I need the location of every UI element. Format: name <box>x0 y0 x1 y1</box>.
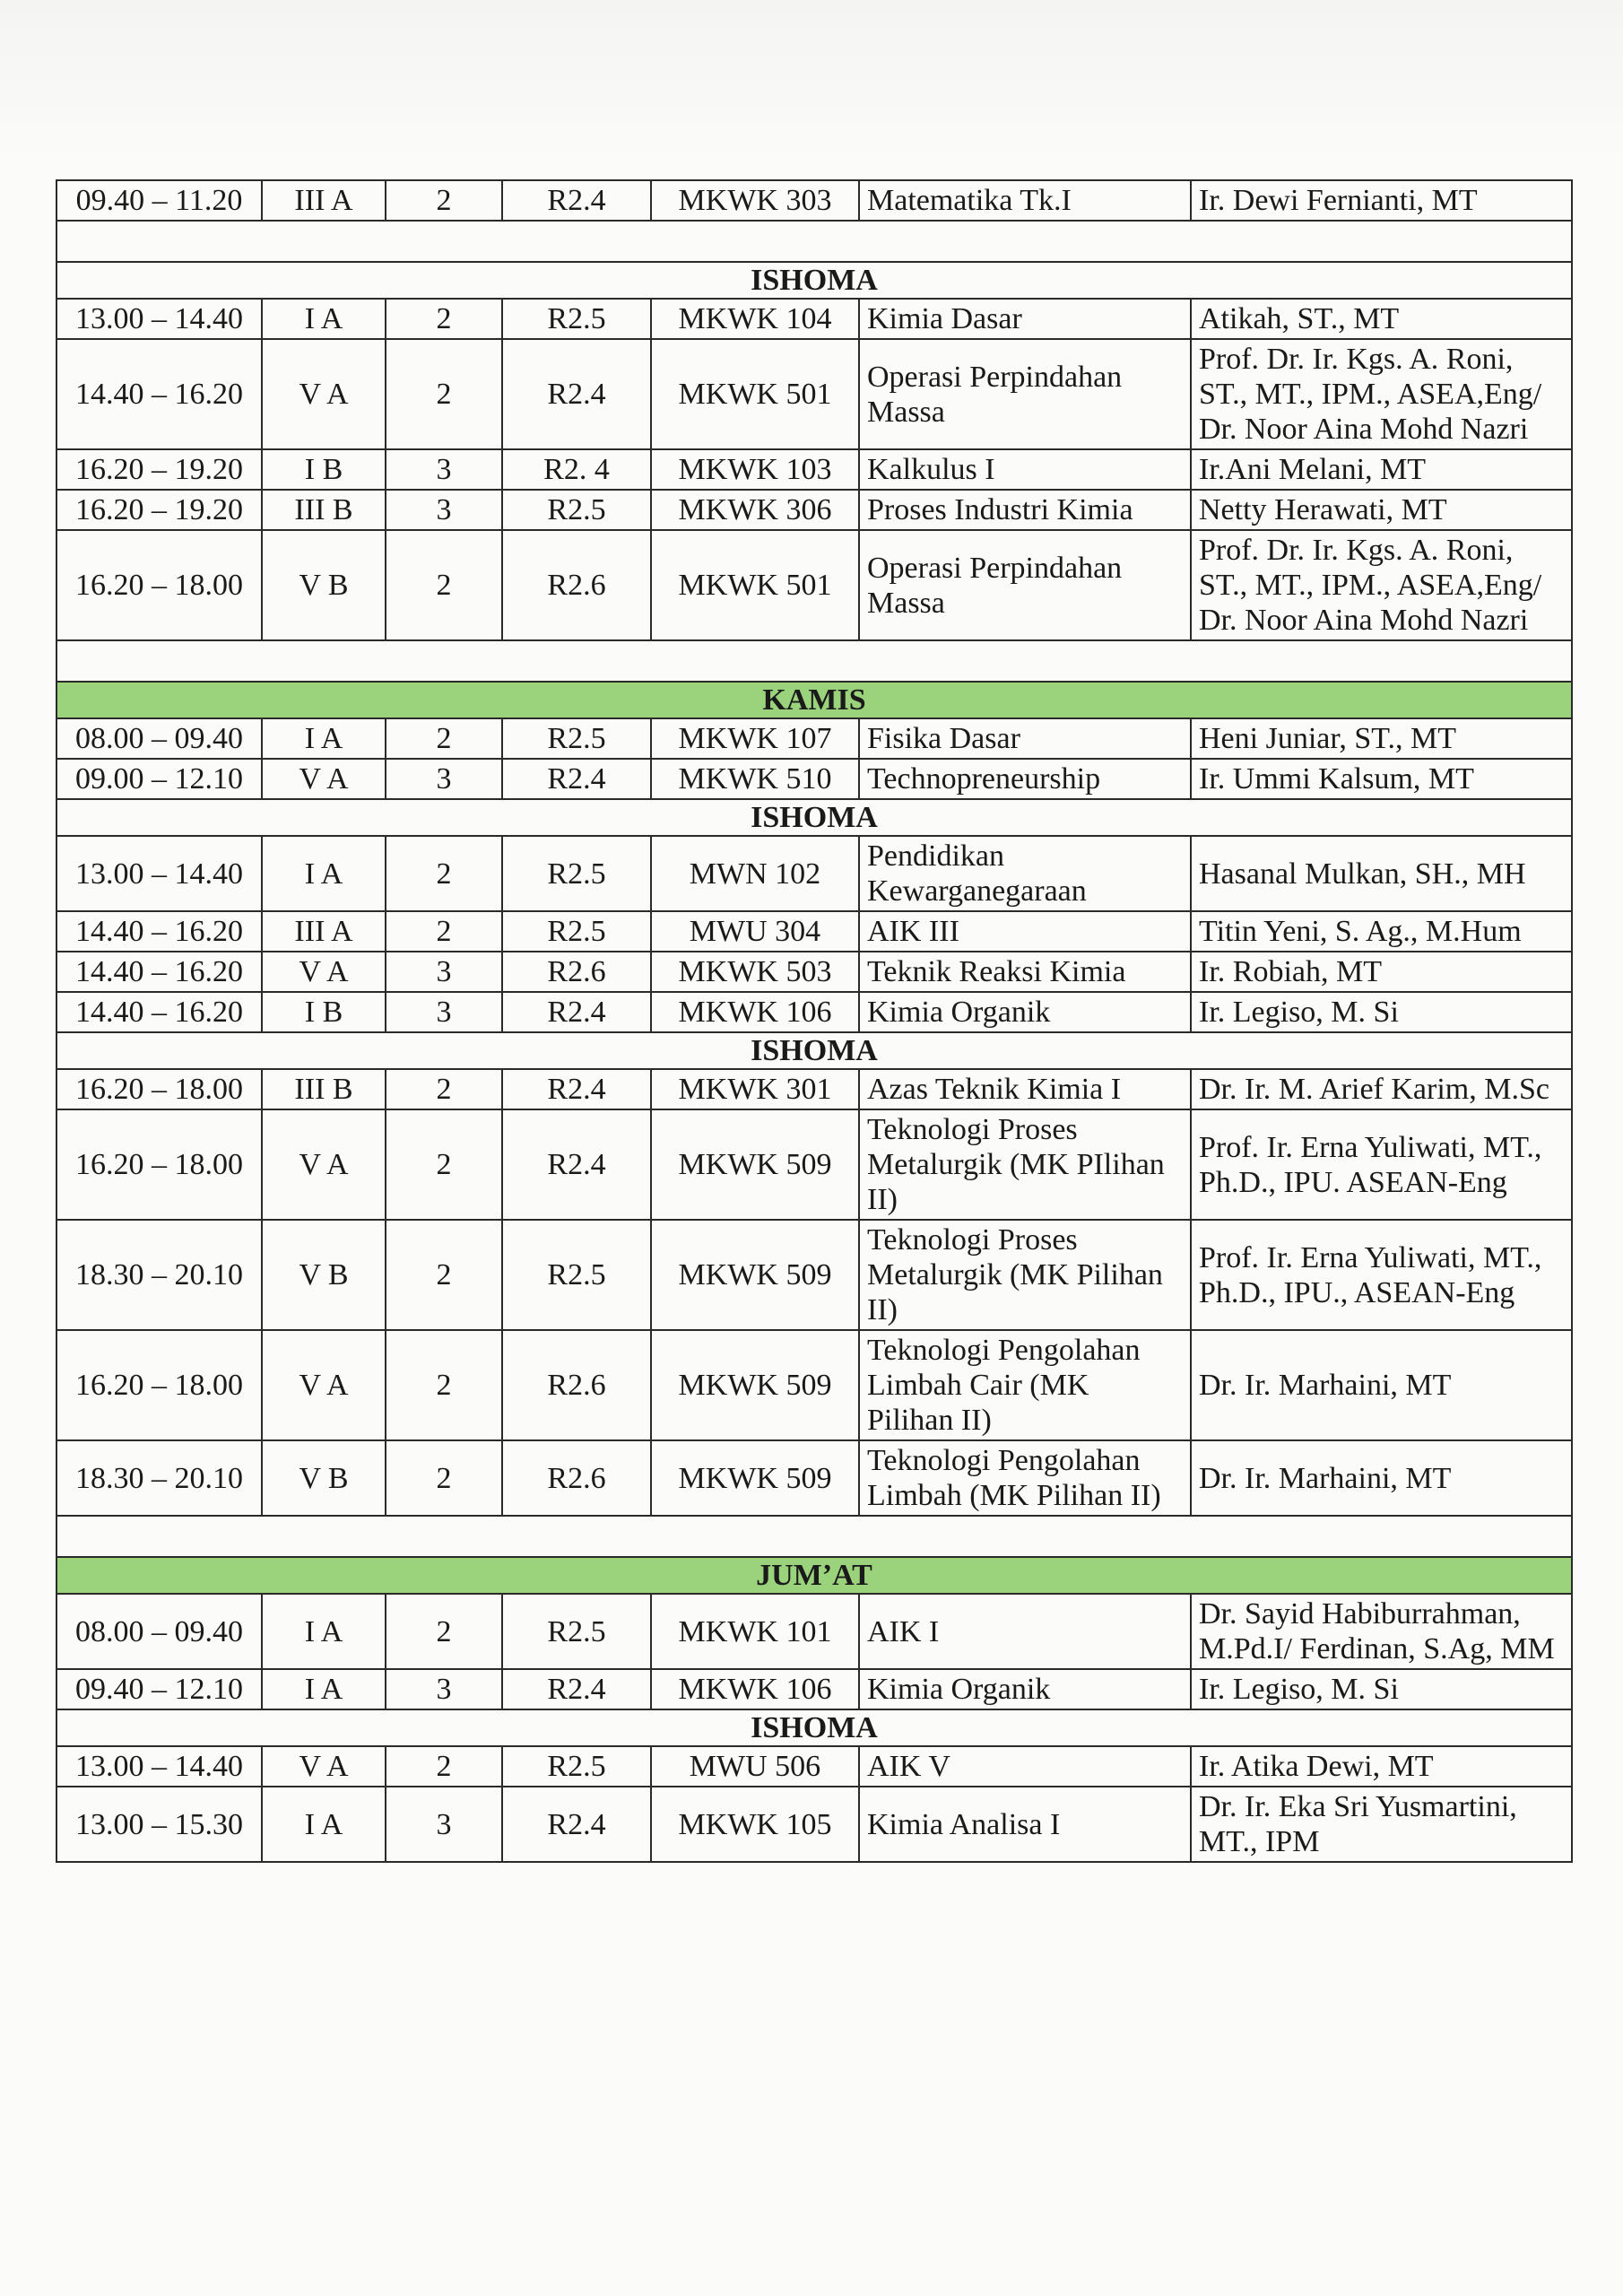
room-cell: R2.4 <box>502 1109 651 1220</box>
sks-cell: 3 <box>386 992 502 1032</box>
course-name-cell: Proses Industri Kimia <box>859 490 1191 530</box>
sks-cell: 2 <box>386 1440 502 1516</box>
sks-cell: 2 <box>386 299 502 339</box>
time-cell: 14.40 – 16.20 <box>56 911 262 952</box>
time-cell: 14.40 – 16.20 <box>56 339 262 449</box>
time-cell: 14.40 – 16.20 <box>56 992 262 1032</box>
sks-cell: 2 <box>386 1594 502 1669</box>
sks-cell: 2 <box>386 911 502 952</box>
time-cell: 16.20 – 18.00 <box>56 1330 262 1440</box>
sks-cell: 3 <box>386 1669 502 1709</box>
room-cell: R2.4 <box>502 339 651 449</box>
course-code-cell: MKWK 501 <box>651 530 859 640</box>
section-header-label: ISHOMA <box>56 262 1572 299</box>
table-row <box>56 1746 1572 1787</box>
table-row <box>56 339 1572 449</box>
class-cell: I B <box>262 992 386 1032</box>
course-code-cell: MKWK 509 <box>651 1220 859 1330</box>
spacer-row <box>56 640 1572 682</box>
course-name-cell: Operasi Perpindahan Massa <box>859 339 1191 449</box>
lecturer-cell: Dr. Ir. Marhaini, MT <box>1191 1440 1572 1516</box>
lecturer-cell: Ir. Atika Dewi, MT <box>1191 1746 1572 1787</box>
class-cell: V A <box>262 952 386 992</box>
table-row <box>56 1330 1572 1440</box>
table-row <box>56 1594 1572 1669</box>
section-header-row <box>56 262 1572 299</box>
section-header-label: ISHOMA <box>56 799 1572 836</box>
lecturer-cell: Heni Juniar, ST., MT <box>1191 718 1572 759</box>
section-header-row <box>56 1709 1572 1746</box>
time-cell: 09.00 – 12.10 <box>56 759 262 799</box>
course-code-cell: MKWK 503 <box>651 952 859 992</box>
time-cell: 13.00 – 14.40 <box>56 1746 262 1787</box>
spacer-cell <box>56 1516 1572 1557</box>
table-row <box>56 299 1572 339</box>
course-name-cell: Kimia Dasar <box>859 299 1191 339</box>
section-header-label: ISHOMA <box>56 1032 1572 1069</box>
lecturer-cell: Prof. Dr. Ir. Kgs. A. Roni, ST., MT., IPM., ASEA,Eng/ Dr. Noor Aina Mohd Nazri <box>1191 530 1572 640</box>
course-name-cell: Teknologi Pengolahan Limbah (MK Pilihan II) <box>859 1440 1191 1516</box>
room-cell: R2.5 <box>502 911 651 952</box>
lecturer-cell: Netty Herawati, MT <box>1191 490 1572 530</box>
table-row <box>56 530 1572 640</box>
room-cell: R2.5 <box>502 718 651 759</box>
course-name-cell: Pendidikan Kewarganegaraan <box>859 836 1191 911</box>
lecturer-cell: Ir. Dewi Fernianti, MT <box>1191 180 1572 221</box>
course-code-cell: MWN 102 <box>651 836 859 911</box>
sks-cell: 3 <box>386 952 502 992</box>
class-cell: V A <box>262 1109 386 1220</box>
time-cell: 13.00 – 14.40 <box>56 836 262 911</box>
lecturer-cell: Dr. Ir. M. Arief Karim, M.Sc <box>1191 1069 1572 1109</box>
table-row <box>56 1669 1572 1709</box>
lecturer-cell: Ir. Legiso, M. Si <box>1191 1669 1572 1709</box>
lecturer-cell: Prof. Ir. Erna Yuliwati, MT., Ph.D., IPU., ASEAN-Eng <box>1191 1220 1572 1330</box>
lecturer-cell: Prof. Ir. Erna Yuliwati, MT., Ph.D., IPU. ASEAN-Eng <box>1191 1109 1572 1220</box>
lecturer-cell: Ir. Ummi Kalsum, MT <box>1191 759 1572 799</box>
sks-cell: 2 <box>386 718 502 759</box>
course-code-cell: MKWK 103 <box>651 449 859 490</box>
time-cell: 14.40 – 16.20 <box>56 952 262 992</box>
class-cell: V B <box>262 530 386 640</box>
section-header-row <box>56 799 1572 836</box>
course-code-cell: MKWK 107 <box>651 718 859 759</box>
room-cell: R2.4 <box>502 180 651 221</box>
room-cell: R2.4 <box>502 759 651 799</box>
sks-cell: 3 <box>386 759 502 799</box>
course-name-cell: Operasi Perpindahan Massa <box>859 530 1191 640</box>
course-code-cell: MKWK 105 <box>651 1787 859 1862</box>
room-cell: R2.4 <box>502 1787 651 1862</box>
room-cell: R2.4 <box>502 992 651 1032</box>
table-row <box>56 992 1572 1032</box>
schedule-page <box>56 179 1571 1863</box>
table-row <box>56 836 1572 911</box>
sks-cell: 2 <box>386 1330 502 1440</box>
time-cell: 16.20 – 18.00 <box>56 1109 262 1220</box>
table-row <box>56 449 1572 490</box>
spacer-row <box>56 221 1572 262</box>
time-cell: 08.00 – 09.40 <box>56 1594 262 1669</box>
course-code-cell: MWU 506 <box>651 1746 859 1787</box>
course-name-cell: Kimia Organik <box>859 992 1191 1032</box>
room-cell: R2.4 <box>502 1069 651 1109</box>
table-row <box>56 911 1572 952</box>
time-cell: 18.30 – 20.10 <box>56 1220 262 1330</box>
room-cell: R2.6 <box>502 1440 651 1516</box>
section-header-label: KAMIS <box>56 682 1572 718</box>
course-code-cell: MWU 304 <box>651 911 859 952</box>
room-cell: R2.5 <box>502 299 651 339</box>
course-code-cell: MKWK 101 <box>651 1594 859 1669</box>
time-cell: 16.20 – 19.20 <box>56 490 262 530</box>
course-name-cell: Kimia Organik <box>859 1669 1191 1709</box>
course-code-cell: MKWK 106 <box>651 1669 859 1709</box>
spacer-row <box>56 1516 1572 1557</box>
course-name-cell: AIK III <box>859 911 1191 952</box>
room-cell: R2. 4 <box>502 449 651 490</box>
lecturer-cell: Hasanal Mulkan, SH., MH <box>1191 836 1572 911</box>
table-row <box>56 180 1572 221</box>
sks-cell: 3 <box>386 449 502 490</box>
section-header-label: ISHOMA <box>56 1709 1572 1746</box>
lecturer-cell: Ir. Legiso, M. Si <box>1191 992 1572 1032</box>
course-code-cell: MKWK 509 <box>651 1109 859 1220</box>
class-cell: III B <box>262 1069 386 1109</box>
time-cell: 13.00 – 15.30 <box>56 1787 262 1862</box>
class-cell: I A <box>262 1669 386 1709</box>
sks-cell: 2 <box>386 180 502 221</box>
room-cell: R2.5 <box>502 836 651 911</box>
course-code-cell: MKWK 509 <box>651 1440 859 1516</box>
class-cell: V B <box>262 1440 386 1516</box>
section-header-label: JUM’AT <box>56 1557 1572 1594</box>
course-name-cell: Kimia Analisa I <box>859 1787 1191 1862</box>
table-row <box>56 1787 1572 1862</box>
time-cell: 13.00 – 14.40 <box>56 299 262 339</box>
course-code-cell: MKWK 306 <box>651 490 859 530</box>
room-cell: R2.5 <box>502 1594 651 1669</box>
course-name-cell: Matematika Tk.I <box>859 180 1191 221</box>
sks-cell: 3 <box>386 1787 502 1862</box>
section-header-row <box>56 1557 1572 1594</box>
course-code-cell: MKWK 106 <box>651 992 859 1032</box>
table-row <box>56 759 1572 799</box>
course-code-cell: MKWK 509 <box>651 1330 859 1440</box>
course-name-cell: Technopreneurship <box>859 759 1191 799</box>
room-cell: R2.5 <box>502 490 651 530</box>
class-cell: I A <box>262 1594 386 1669</box>
spacer-cell <box>56 221 1572 262</box>
table-row <box>56 718 1572 759</box>
course-code-cell: MKWK 303 <box>651 180 859 221</box>
sks-cell: 2 <box>386 1746 502 1787</box>
room-cell: R2.6 <box>502 952 651 992</box>
table-row <box>56 952 1572 992</box>
sks-cell: 2 <box>386 530 502 640</box>
course-name-cell: Teknologi Pengolahan Limbah Cair (MK Pilihan II) <box>859 1330 1191 1440</box>
lecturer-cell: Titin Yeni, S. Ag., M.Hum <box>1191 911 1572 952</box>
class-cell: V A <box>262 1330 386 1440</box>
room-cell: R2.5 <box>502 1746 651 1787</box>
class-cell: V A <box>262 1746 386 1787</box>
sks-cell: 2 <box>386 1109 502 1220</box>
table-row <box>56 1440 1572 1516</box>
time-cell: 09.40 – 11.20 <box>56 180 262 221</box>
schedule-body <box>56 180 1572 1862</box>
class-cell: III B <box>262 490 386 530</box>
room-cell: R2.6 <box>502 1330 651 1440</box>
class-cell: V A <box>262 339 386 449</box>
scan-margin <box>0 0 1623 161</box>
class-cell: V B <box>262 1220 386 1330</box>
course-name-cell: Fisika Dasar <box>859 718 1191 759</box>
course-name-cell: Azas Teknik Kimia I <box>859 1069 1191 1109</box>
course-name-cell: AIK V <box>859 1746 1191 1787</box>
room-cell: R2.6 <box>502 530 651 640</box>
class-cell: III A <box>262 911 386 952</box>
lecturer-cell: Atikah, ST., MT <box>1191 299 1572 339</box>
course-name-cell: Teknologi Proses Metalurgik (MK Pilihan II) <box>859 1220 1191 1330</box>
lecturer-cell: Ir.Ani Melani, MT <box>1191 449 1572 490</box>
course-code-cell: MKWK 104 <box>651 299 859 339</box>
class-cell: I A <box>262 299 386 339</box>
time-cell: 09.40 – 12.10 <box>56 1669 262 1709</box>
class-cell: III A <box>262 180 386 221</box>
room-cell: R2.5 <box>502 1220 651 1330</box>
class-cell: I A <box>262 1787 386 1862</box>
course-code-cell: MKWK 301 <box>651 1069 859 1109</box>
lecturer-cell: Prof. Dr. Ir. Kgs. A. Roni, ST., MT., IPM., ASEA,Eng/ Dr. Noor Aina Mohd Nazri <box>1191 339 1572 449</box>
room-cell: R2.4 <box>502 1669 651 1709</box>
sks-cell: 3 <box>386 490 502 530</box>
spacer-cell <box>56 640 1572 682</box>
schedule-table <box>56 179 1573 1863</box>
class-cell: I A <box>262 836 386 911</box>
class-cell: V A <box>262 759 386 799</box>
sks-cell: 2 <box>386 1069 502 1109</box>
time-cell: 16.20 – 18.00 <box>56 1069 262 1109</box>
course-code-cell: MKWK 510 <box>651 759 859 799</box>
time-cell: 16.20 – 19.20 <box>56 449 262 490</box>
time-cell: 16.20 – 18.00 <box>56 530 262 640</box>
lecturer-cell: Dr. Ir. Marhaini, MT <box>1191 1330 1572 1440</box>
table-row <box>56 1069 1572 1109</box>
class-cell: I B <box>262 449 386 490</box>
sks-cell: 2 <box>386 1220 502 1330</box>
class-cell: I A <box>262 718 386 759</box>
table-row <box>56 490 1572 530</box>
course-name-cell: Teknologi Proses Metalurgik (MK PIlihan II) <box>859 1109 1191 1220</box>
time-cell: 18.30 – 20.10 <box>56 1440 262 1516</box>
section-header-row <box>56 682 1572 718</box>
lecturer-cell: Dr. Sayid Habiburrahman, M.Pd.I/ Ferdinan, S.Ag, MM <box>1191 1594 1572 1669</box>
course-name-cell: Kalkulus I <box>859 449 1191 490</box>
sks-cell: 2 <box>386 836 502 911</box>
time-cell: 08.00 – 09.40 <box>56 718 262 759</box>
sks-cell: 2 <box>386 339 502 449</box>
lecturer-cell: Ir. Robiah, MT <box>1191 952 1572 992</box>
course-name-cell: AIK I <box>859 1594 1191 1669</box>
table-row <box>56 1109 1572 1220</box>
course-code-cell: MKWK 501 <box>651 339 859 449</box>
lecturer-cell: Dr. Ir. Eka Sri Yusmartini, MT., IPM <box>1191 1787 1572 1862</box>
table-row <box>56 1220 1572 1330</box>
section-header-row <box>56 1032 1572 1069</box>
course-name-cell: Teknik Reaksi Kimia <box>859 952 1191 992</box>
